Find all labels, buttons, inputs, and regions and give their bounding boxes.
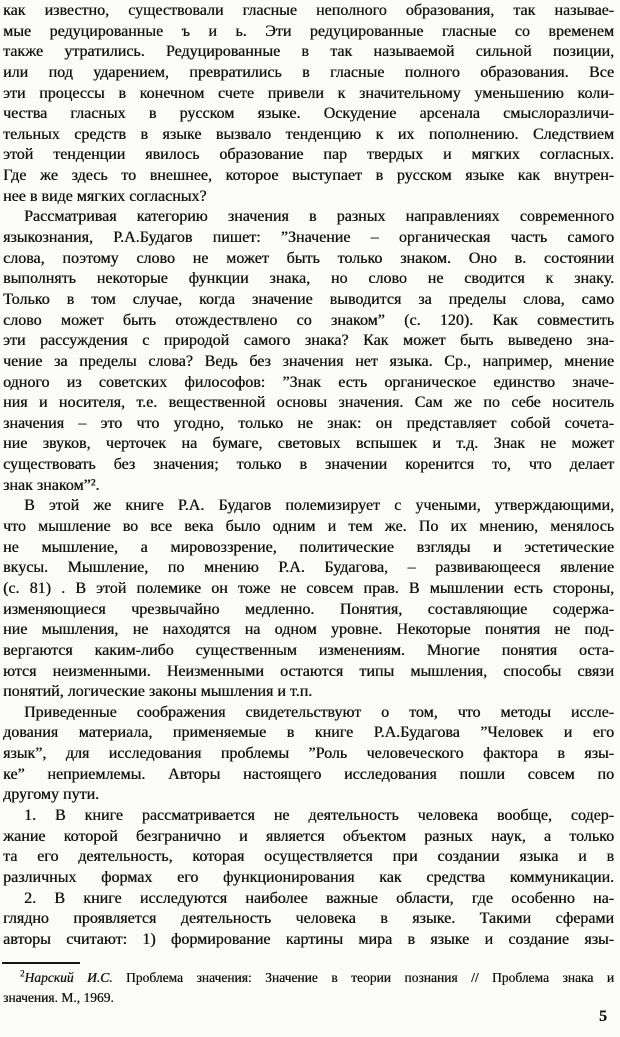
text-line: В этой же книге Р.А. Будагов полемизирует с учеными, утверждающими,: [24, 497, 614, 515]
text-line: язык”, для исследования проблемы ”Роль человеческого фактора в язы-: [3, 745, 614, 763]
text-line: ке” неприемлемы. Авторы настоящего исследования пошли совсем по: [3, 765, 614, 783]
text-line: эти рассуждения с природой самого знака? Как может быть выведено зна-: [3, 332, 614, 350]
text-line: Приведенные соображения свидетельствуют о том, что методы иссле-: [24, 703, 614, 721]
text-line: чение за пределы слова? Ведь без значения нет языка. Ср., например, мнение: [3, 352, 614, 370]
text-line: слово может быть отождествлено со знаком” (с. 120). Как совместить: [3, 311, 614, 329]
text-line: также утратились. Редуцированные в так называемой сильной позиции,: [3, 43, 614, 61]
text-line: понятий, логические законы мышления и т.п.: [3, 683, 313, 701]
text-line: глядно проявляется деятельность человека в языке. Такими сферами: [3, 910, 614, 928]
text-line: выполнять некоторые функции знака, но слово не сводится к знаку.: [3, 270, 614, 288]
text-line: 1. В книге рассматривается не деятельность человека вообще, содер-: [24, 806, 614, 824]
text-line: та его деятельность, которая осуществляется при создании языка и в: [3, 848, 614, 866]
text-line: эти процессы в конечном счете привели к значительному уменьшению коли-: [3, 84, 614, 102]
text-line: изменяющиеся чрезвычайно медленно. Понятия, составляющие содержа-: [3, 600, 614, 618]
text-line: нее в виде мягких согласных?: [3, 187, 207, 205]
text-line: или под ударением, превратились в гласные полного образования. Все: [3, 63, 614, 81]
text-line: (с. 81) . В этой полемике он тоже не совсем прав. В мышлении есть стороны,: [3, 579, 614, 597]
text-line: ются неизменными. Неизменными остаются типы мышления, способы связи: [3, 662, 614, 680]
page-number: 5: [599, 1008, 607, 1025]
text-line: вергаются каким-либо существенным изменениям. Многие понятия оста-: [3, 641, 614, 659]
text-line: Рассматривая категорию значения в разных направлениях современного: [24, 208, 614, 226]
text-line: слова, поэтому слово не может быть только знаком. Оно в. состоянии: [3, 249, 614, 267]
text-line: чества гласных в русском языке. Оскудение арсенала смыслоразличи-: [3, 105, 614, 123]
footnote-separator: [2, 962, 80, 964]
text-line: авторы считают: 1) формирование картины мира в языке и создание язы-: [3, 930, 614, 948]
text-line: не мышление, а мировоззрение, политические взгляды и эстетические: [3, 538, 614, 556]
footnote: [3, 968, 614, 1008]
text-line: другому пути.: [3, 786, 100, 804]
text-line: существовать без значения; только в значении коренится то, что делает: [3, 456, 614, 474]
text-line: Где же здесь то внешнее, которое выступает в русском языке как внутрен-: [3, 167, 614, 185]
footnote-text: Проблема значения: Значение в теории познания // Проблема знака и: [112, 970, 614, 985]
text-line: как известно, существовали гласные неполного образования, так называе-: [3, 2, 614, 19]
text-line: мые редуцированные ъ и ь. Эти редуцированные гласные со временем: [3, 22, 614, 40]
footnote-line: [3, 968, 614, 988]
text-line: этой тенденции явилось образование пар твердых и мягких согласных.: [3, 146, 614, 164]
text-line: дования материала, применяемые в книге Р.А.Будагова ”Человек и его: [3, 724, 614, 742]
text-line: ния и носителя, т.е. вещественной основы значения. Сам же по себе носитель: [3, 394, 614, 412]
footnote-line: значения. М., 1969.: [3, 990, 114, 1005]
footnote-author: Нарский И.С.: [24, 970, 113, 985]
text-line: 2. В книге исследуются наиболее важные области, где особенно на-: [24, 889, 614, 907]
text-line: ние мышления, не находятся на одном уровне. Некоторые понятия не под-: [3, 621, 614, 639]
text-line: жание которой безгранично и является объектом разных наук, а только: [3, 827, 614, 845]
body-text: [3, 1, 614, 950]
text-line: значения – это что угодно, только не знак: он представляет собой сочета-: [3, 414, 614, 432]
text-line: одного из советских философов: ”Знак есть органическое единство значе-: [3, 373, 614, 391]
text-line: что мышление во все века было одним и тем же. По их мнению, менялось: [3, 518, 614, 536]
text-line: тельных средств в языке вызвало тенденцию к их пополнению. Следствием: [3, 125, 614, 143]
text-line: вкусы. Мышление, по мнению Р.А. Будагова, – развивающееся явление: [3, 559, 614, 577]
text-line: знак знаком”².: [3, 476, 100, 494]
text-line: ние звуков, черточек на бумаге, световых вспышек и т.д. Знак не может: [3, 435, 614, 453]
text-line: языкознания, Р.А.Будагов пишет: ”Значение – органическая часть самого: [3, 229, 614, 247]
text-line: Только в том случае, когда значение выводится за пределы слова, само: [3, 290, 614, 308]
text-line: различных формах его функционирования как средства коммуникации.: [3, 868, 614, 886]
footnote-marker: 2: [20, 968, 25, 979]
